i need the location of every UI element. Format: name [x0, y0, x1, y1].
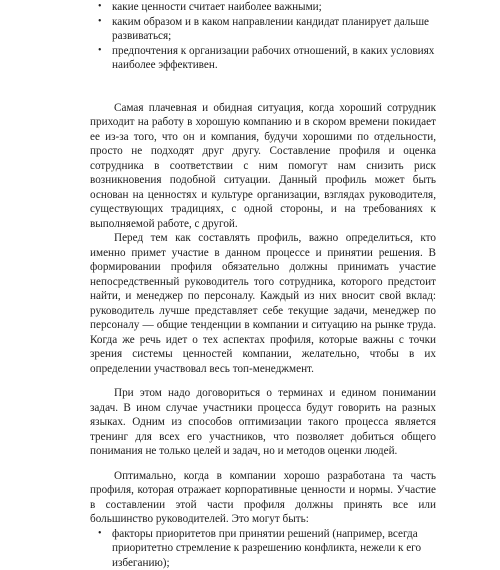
list-item-text: каким образом и в каком направлении кандидат планирует дальше развиваться; — [112, 16, 429, 43]
list-item-text: предпочтения к организации рабочих отношений, в каких условиях наиболее эффективен. — [112, 45, 434, 72]
bottom-bullet-list — [90, 527, 436, 570]
bullet-icon: • — [98, 15, 102, 30]
list-item — [90, 527, 436, 570]
list-item — [90, 44, 436, 73]
list-item-text: факторы приоритетов при принятии решений (например, всегда приоритетно стремление к разрешению конфликта, нежели к его избеганию); — [112, 528, 421, 569]
bullet-icon: • — [98, 44, 102, 59]
list-item — [90, 15, 436, 44]
list-item-text: какие ценности считает наиболее важными; — [112, 1, 322, 13]
paragraph: При этом надо договориться о терминах и едином понимании задач. В ином случае участники процесса будут говорить на разных языках. Одним из способов оптимизации такого процесса является тренинг для всех его участников, что позволяет добиться общего понимания не только целей и задач, но и методов оценки людей. — [90, 386, 436, 459]
paragraph: Перед тем как составлять профиль, важно определиться, кто именно примет участие в данном процессе и принятии решения. В формировании профиля обязательно должны принимать участие непосредственный руководитель того сотрудника, которого предстоит найти, и менеджер по персоналу. Каждый из них вносит свой вклад: руководитель лучше представляет себе текущие задачи, менеджер по персоналу — общие тенденции в компании и ситуацию на рынке труда. Когда же речь идет о тех аспектах профиля, которые важны с точки зрения системы ценностей компании, желательно, чтобы в их определении участвовал весь топ-менеджмент. — [90, 231, 436, 376]
paragraph: Оптимально, когда в компании хорошо разработана та часть профиля, которая отражает корпоративные ценности и нормы. Участие в составлении этой части профиля должны принять все или большинство руководителей. Это могут быть: — [90, 469, 436, 527]
paragraph: Самая плачевная и обидная ситуация, когда хороший сотрудник приходит на работу в хорошую компанию и в скором времени покидает ее из-за того, что он и компания, будучи хорошими по отдельности, просто не подходят друг другу. Составление профиля и оценка сотрудника в соответствии с ним помогут нам снизить риск возникновения подобной ситуации. Данный профиль может быть основан на ценностях и культуре организации, взглядах руководителя, существующих традициях, с одной стороны, и на требованиях к выполняемой работе, с другой. — [90, 101, 436, 232]
list-item — [90, 0, 436, 15]
top-bullet-list — [90, 0, 436, 73]
bullet-icon: • — [98, 527, 102, 542]
bullet-icon: • — [98, 0, 102, 15]
